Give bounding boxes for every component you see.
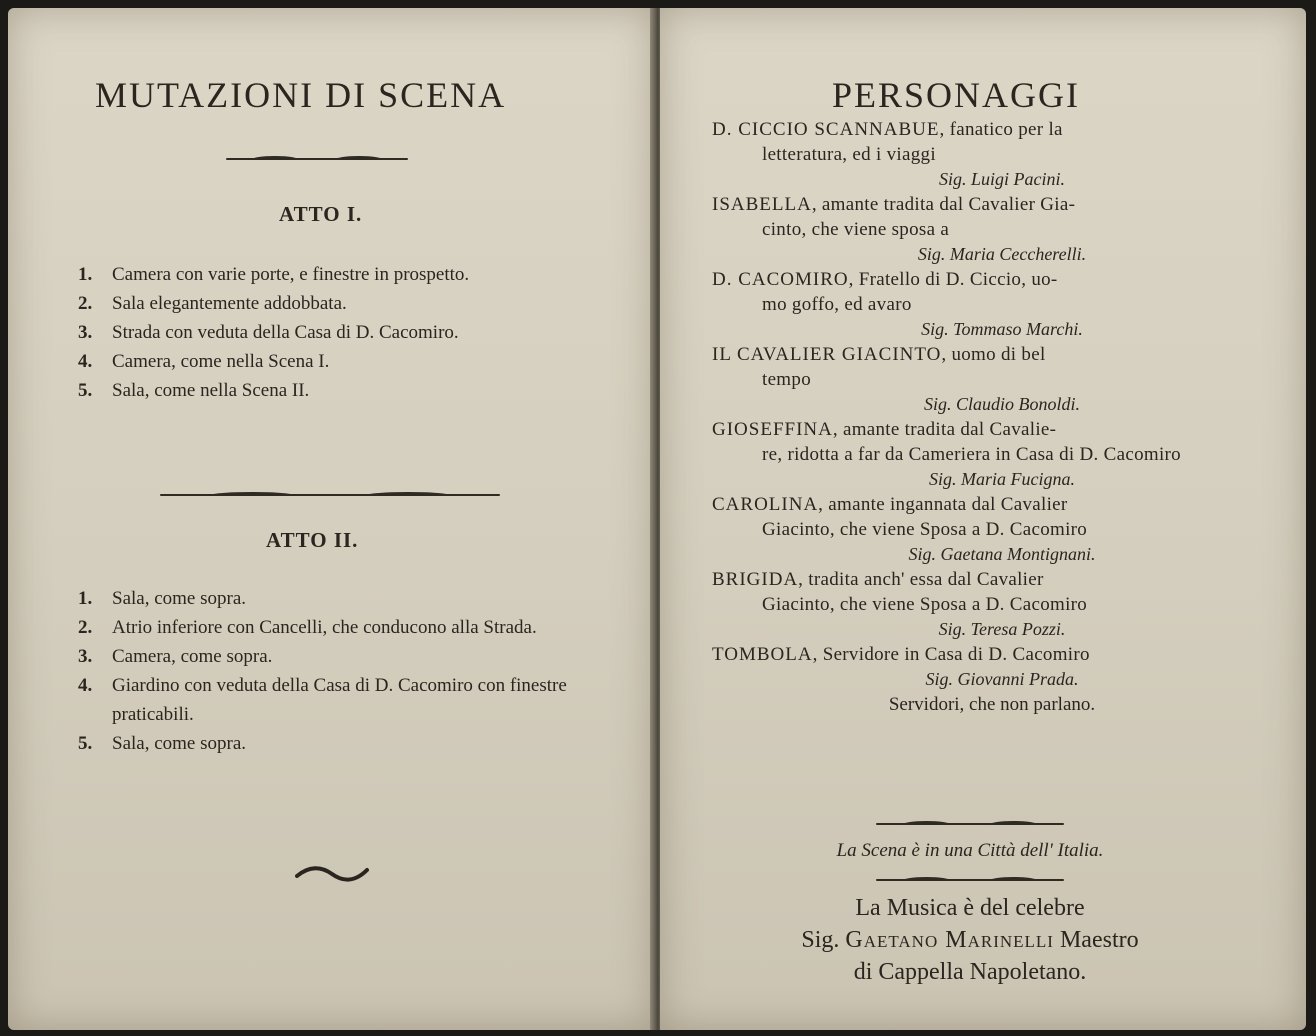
music-credit-line-2 [700,924,1240,956]
character-name: ISABELLA [712,194,812,215]
composer-title: Sig. [801,927,840,953]
character-entry [712,567,1232,642]
character-desc-continuation: mo goffo, ed avaro [762,294,912,315]
scene-number: 5. [78,380,93,401]
right-page-title: PERSONAGGI [832,75,1081,115]
actor-name: Sig. Teresa Pozzi. [938,619,1066,639]
scene-number: 4. [78,351,93,372]
scene-number: 5. [78,733,93,754]
scene-text: Sala, come sopra. [112,588,247,609]
actor-name: Sig. Luigi Pacini. [939,169,1065,189]
character-entry [712,342,1232,417]
character-description [712,267,1232,317]
tilde-ornament [295,864,369,884]
scene-item [78,260,598,289]
act-2-title: ATTO II. [266,528,359,552]
character-desc-line: , fanatico per la [939,119,1063,140]
scene-number: 2. [78,293,93,314]
character-description [712,567,1232,617]
actor-name: Sig. Giovanni Prada. [925,669,1079,689]
character-description [712,192,1232,242]
act-1-title: ATTO I. [279,202,363,226]
scene-text: Atrio inferiore con Cancelli, che conducono alla Strada. [112,617,537,638]
character-entry [712,642,1232,692]
character-name: IL CAVALIER GIACINTO [712,344,942,365]
character-entry [712,417,1232,492]
cast-list [712,117,1232,717]
actor-name: Sig. Maria Fucigna. [929,469,1075,489]
character-entry [712,492,1232,567]
character-description [712,417,1232,467]
scene-text: Sala, come sopra. [112,733,247,754]
show-through-text [103,136,118,176]
ornamental-rule [160,494,500,496]
character-name: D. CICCIO SCANNABUE [712,119,940,140]
character-desc-line: , Fratello di D. Ciccio, uo- [848,269,1058,290]
music-credit-line-3: di Cappella Napoletano. [853,959,1087,985]
scene-number: 1. [78,264,93,285]
actor-name: Sig. Gaetana Montignani. [908,544,1096,564]
left-page-title: MUTAZIONI DI SCENA [95,75,507,115]
scene-number: 2. [78,617,93,638]
ornamental-rule [876,879,1064,881]
character-name: BRIGIDA [712,569,799,590]
actor-name: Sig. Claudio Bonoldi. [923,394,1080,414]
scene-number: 1. [78,588,93,609]
character-desc-continuation: Giacinto, che viene Sposa a D. Cacomiro [762,594,1088,615]
scene-number: 4. [78,675,93,696]
scene-item [78,584,598,613]
scene-number: 3. [78,322,93,343]
character-name: CAROLINA [712,494,819,515]
character-desc-continuation: letteratura, ed i viaggi [762,144,936,165]
scene-setting: La Scena è in una Città dell' Italia. [836,840,1104,861]
character-desc-continuation: tempo [762,369,811,390]
scene-item [78,318,598,347]
scene-text: Camera con varie porte, e finestre in prospetto. [112,264,470,285]
music-credit [700,892,1240,988]
music-credit-line-1: La Musica è del celebre [855,895,1085,921]
scene-item [78,289,598,318]
character-name: TOMBOLA [712,644,813,665]
actor-name: Sig. Tommaso Marchi. [921,319,1083,339]
scene-text: Sala, come nella Scena II. [112,380,310,401]
character-desc-continuation: Giacinto, che viene Sposa a D. Cacomiro [762,519,1088,540]
character-desc-line: , tradita anch' essa dal Cavalier [798,569,1044,590]
ornamental-rule [226,158,408,160]
scene-text: Giardino con veduta della Casa di D. Cacomiro con finestre praticabili. [112,675,567,725]
scene-item [78,729,598,758]
character-description [712,117,1232,167]
scene-text: Sala elegantemente addobbata. [112,293,347,314]
character-entry [712,192,1232,267]
scene-item [78,613,598,642]
character-name: D. CACOMIRO [712,269,849,290]
character-entry [712,117,1232,192]
character-description [712,642,1232,667]
character-description [712,492,1232,542]
act-2-scene-list [78,584,598,758]
character-desc-line: , amante ingannata dal Cavalier [818,494,1068,515]
character-desc-line: , Servidore in Casa di D. Cacomiro [812,644,1090,665]
character-desc-line: , amante tradita dal Cavalie- [832,419,1057,440]
character-entry [712,267,1232,342]
character-desc-line: , uomo di bel [941,344,1046,365]
act-1-scene-list [78,260,598,405]
composer-role: Maestro [1059,927,1139,953]
character-description [712,342,1232,392]
non-speaking-servants: Servidori, che non parlano. [888,694,1096,715]
composer-name: Gaetano Marinelli [845,927,1054,953]
character-name: GIOSEFFINA [712,419,833,440]
character-desc-continuation: re, ridotta a far da Cameriera in Casa di D. Cacomiro [762,444,1181,465]
scene-item [78,376,598,405]
scene-text: Camera, come sopra. [112,646,273,667]
actor-name: Sig. Maria Ceccherelli. [917,244,1087,264]
scene-item [78,671,598,729]
scene-text: Camera, come nella Scena I. [112,351,330,372]
scene-item [78,347,598,376]
scene-text: Strada con veduta della Casa di D. Cacomiro. [112,322,459,343]
character-desc-line: , amante tradita dal Cavalier Gia- [811,194,1076,215]
character-desc-continuation: cinto, che viene sposa a [762,219,950,240]
ornamental-rule [876,823,1064,825]
scene-number: 3. [78,646,93,667]
scene-item [78,642,598,671]
